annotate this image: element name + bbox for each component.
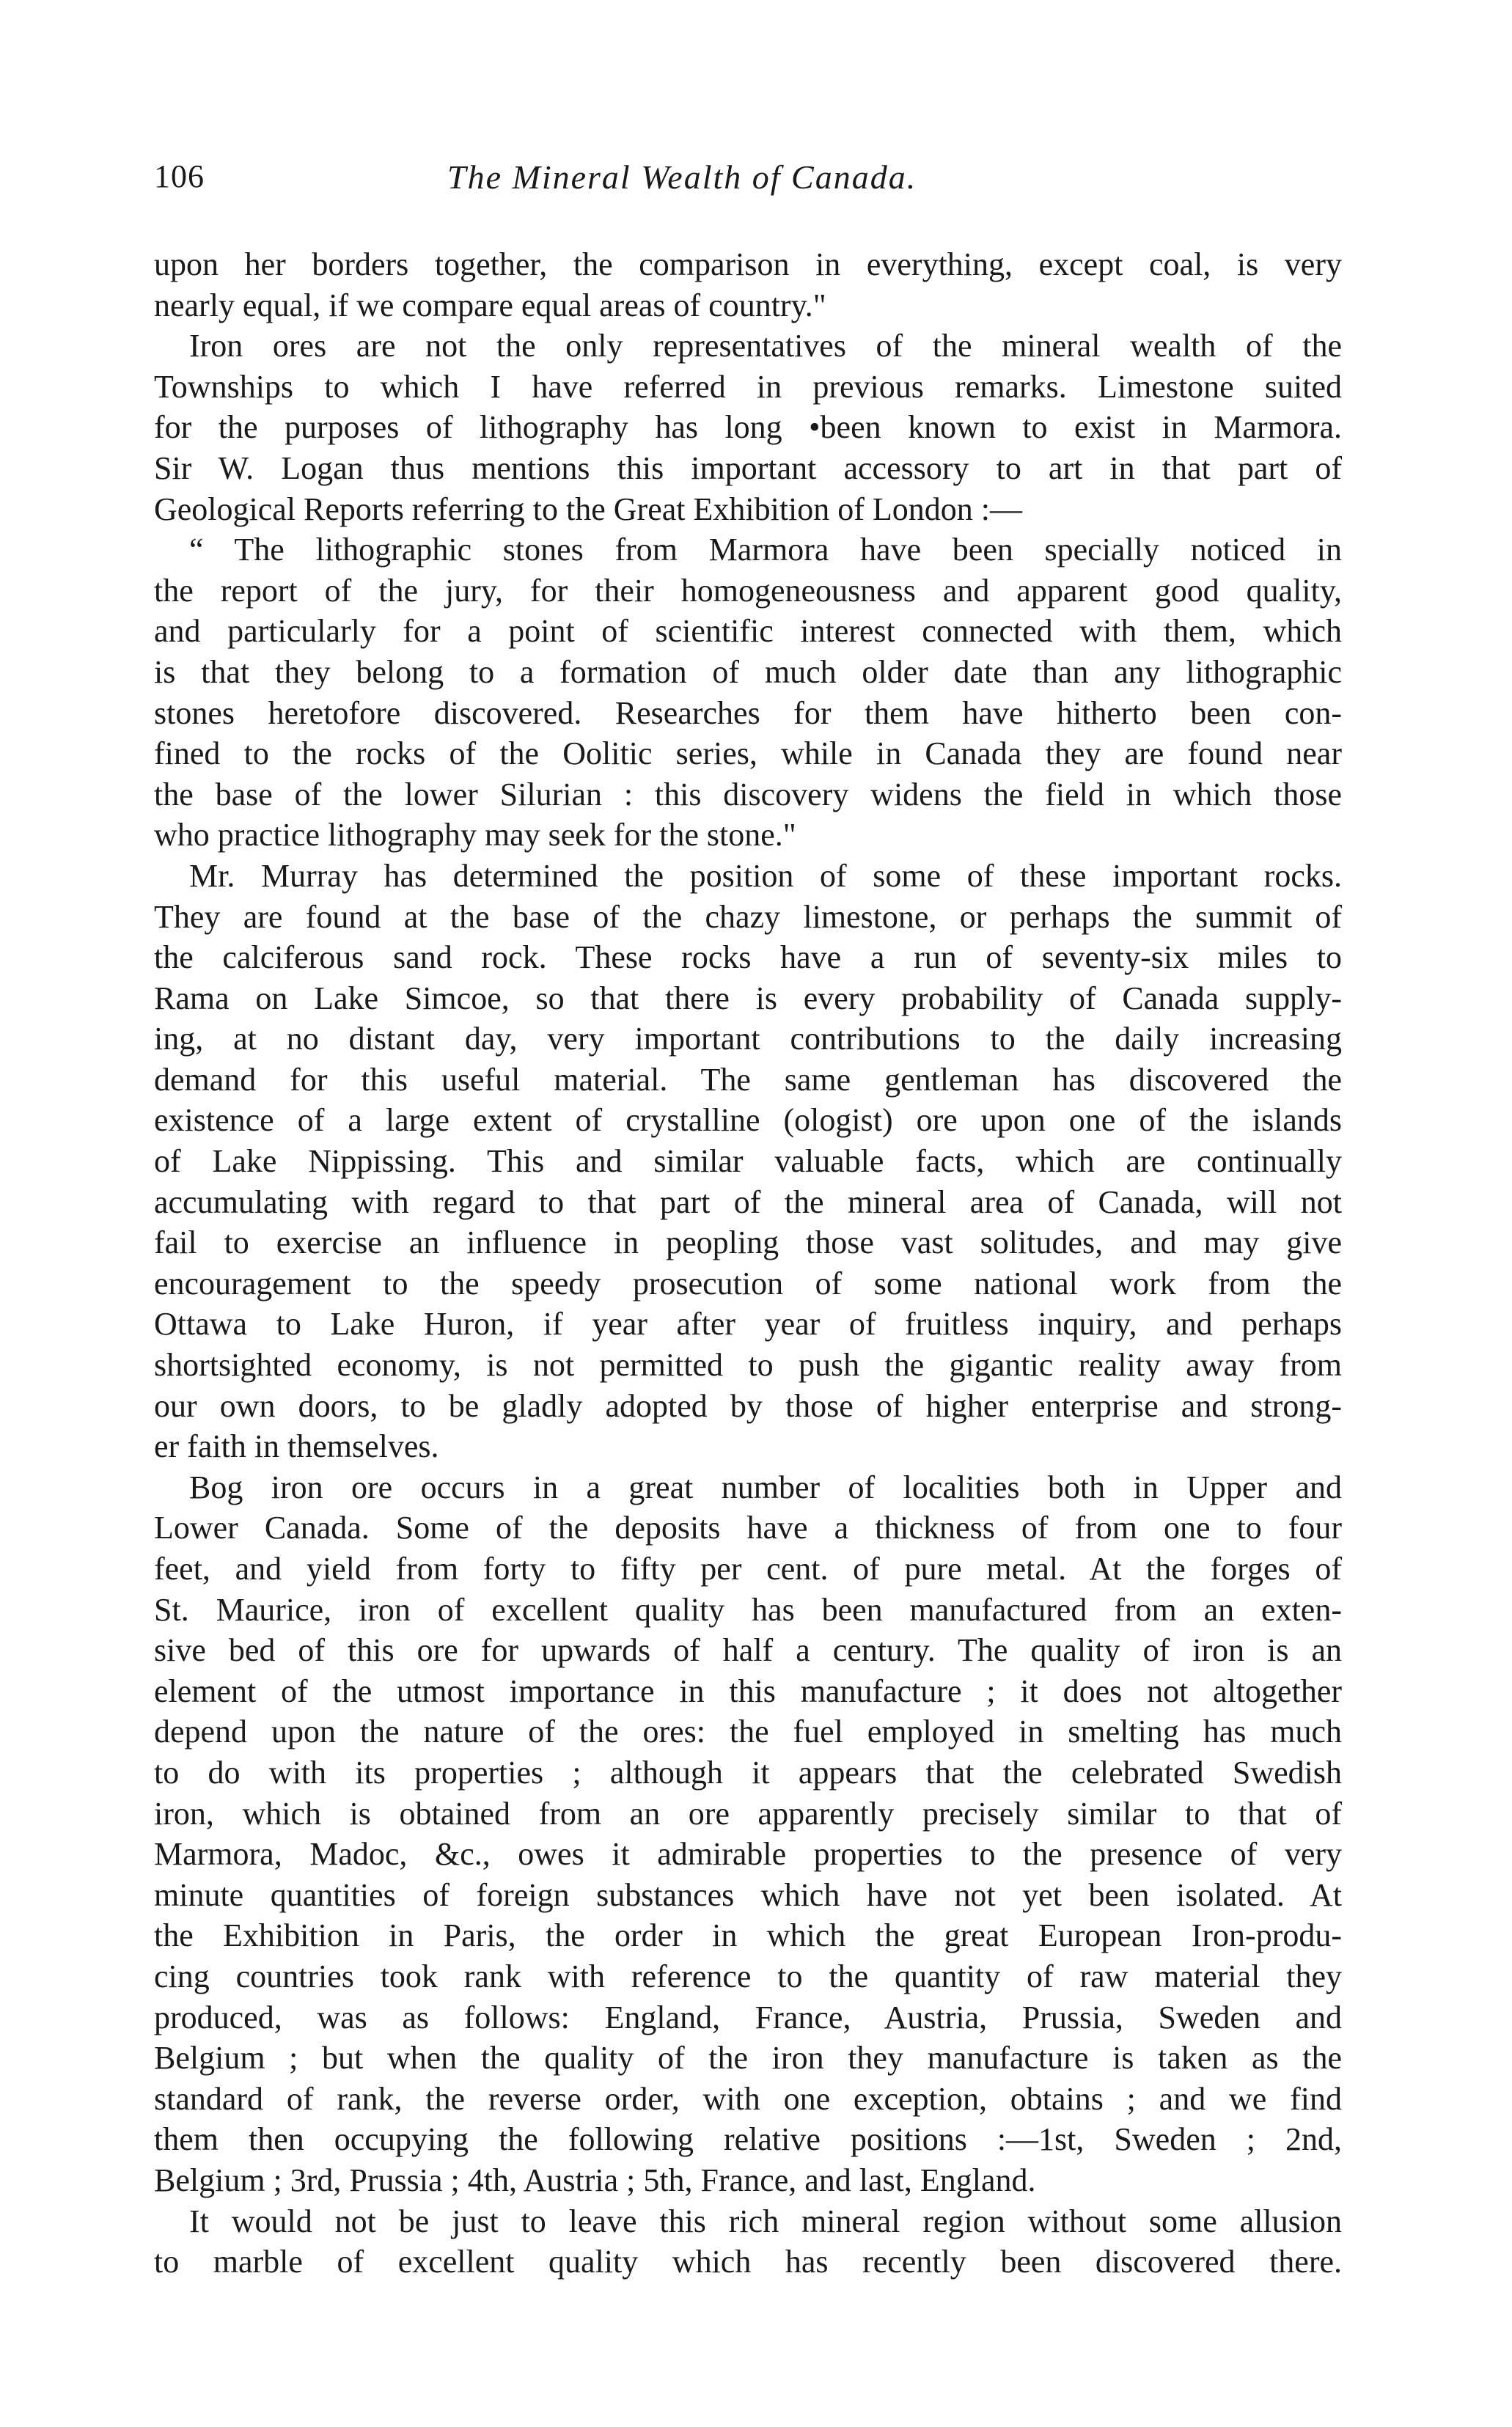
text-line: fined to the rocks of the Oolitic series, while in Canada they are found near bbox=[154, 735, 1342, 772]
text-line: Iron ores are not the only representatives of the mineral wealth of the bbox=[189, 328, 1342, 364]
text-line: Rama on Lake Simcoe, so that there is every probability of Canada supply- bbox=[154, 980, 1342, 1016]
text-line: feet, and yield from forty to fifty per cent. of pure metal. At the forges of bbox=[154, 1551, 1342, 1587]
block-quote bbox=[154, 529, 1342, 856]
paragraph bbox=[154, 244, 1342, 326]
text-line: ing, at no distant day, very important contributions to the daily increasing bbox=[154, 1021, 1342, 1057]
text-line: Marmora, Madoc, &c., owes it admirable properties to the presence of very bbox=[154, 1836, 1342, 1873]
text-line: for the purposes of lithography has long •been known to exist in Marmora. bbox=[154, 409, 1342, 446]
text-line: of Lake Nippissing. This and similar valuable facts, which are continually bbox=[154, 1143, 1342, 1180]
text-line: existence of a large extent of crystalline (ologist) ore upon one of the islands bbox=[154, 1102, 1342, 1139]
text-line: the calciferous sand rock. These rocks have a run of seventy-six miles to bbox=[154, 939, 1342, 976]
text-line: Mr. Murray has determined the position of some of these important rocks. bbox=[189, 857, 1342, 894]
paragraph bbox=[154, 2201, 1342, 2283]
text-line: depend upon the nature of the ores: the fuel employed in smelting has much bbox=[154, 1714, 1342, 1750]
text-line: them then occupying the following relative positions :—1st, Sweden ; 2nd, bbox=[154, 2121, 1342, 2158]
text-line: element of the utmost importance in this manufacture ; it does not altogether bbox=[154, 1673, 1342, 1709]
text-line: Townships to which I have referred in previous remarks. Limestone suited bbox=[154, 368, 1342, 405]
page-number: 106 bbox=[154, 158, 205, 194]
text-line: demand for this useful material. The same gentleman has discovered the bbox=[154, 1061, 1342, 1098]
text-line: cing countries took rank with reference to the quantity of raw material they bbox=[154, 1958, 1342, 1994]
paragraph bbox=[154, 1467, 1342, 2201]
text-line: the report of the jury, for their homogeneousness and apparent good quality, bbox=[154, 572, 1342, 609]
text-line: Lower Canada. Some of the deposits have a thickness of from one to four bbox=[154, 1510, 1342, 1546]
text-line: our own doors, to be gladly adopted by those of higher enterprise and strong- bbox=[154, 1387, 1342, 1424]
text-line: shortsighted economy, is not permitted to push the gigantic reality away from bbox=[154, 1347, 1342, 1384]
text-line: to do with its properties ; although it appears that the celebrated Swedish bbox=[154, 1754, 1342, 1791]
text-line: Bog iron ore occurs in a great number of localities both in Upper and bbox=[189, 1469, 1342, 1505]
text-line: to marble of excellent quality which has recently been discovered there. bbox=[154, 2244, 1342, 2280]
text-line: Belgium ; but when the quality of the iron they manufacture is taken as the bbox=[154, 2040, 1342, 2077]
text-line: stones heretofore discovered. Researches for them have hitherto been con- bbox=[154, 694, 1342, 731]
paragraph bbox=[154, 856, 1342, 1467]
text-line: minute quantities of foreign substances which have not yet been isolated. At bbox=[154, 1876, 1342, 1913]
text-line: Sir W. Logan thus mentions this important accessory to art in that part of bbox=[154, 449, 1342, 486]
text-line: It would not be just to leave this rich mineral region without some allusion bbox=[189, 2203, 1342, 2239]
running-title: The Mineral Wealth of Canada. bbox=[447, 158, 917, 196]
text-line: nearly equal, if we compare equal areas of country." bbox=[154, 287, 826, 323]
text-line: fail to exercise an influence in peopling those vast solitudes, and may give bbox=[154, 1224, 1342, 1261]
paragraph bbox=[154, 326, 1342, 529]
text-line: They are found at the base of the chazy limestone, or perhaps the summit of bbox=[154, 898, 1342, 935]
text-line: Ottawa to Lake Huron, if year after year of fruitless inquiry, and perhaps bbox=[154, 1306, 1342, 1343]
text-line: the base of the lower Silurian : this discovery widens the field in which those bbox=[154, 776, 1342, 812]
text-line: who practice lithography may seek for the stone." bbox=[154, 817, 796, 853]
text-line: iron, which is obtained from an ore apparently precisely similar to that of bbox=[154, 1795, 1342, 1832]
text-line: accumulating with regard to that part of the mineral area of Canada, will not bbox=[154, 1183, 1342, 1220]
text-line: the Exhibition in Paris, the order in which the great European Iron-produ- bbox=[154, 1917, 1342, 1954]
text-line: produced, was as follows: England, France, Austria, Prussia, Sweden and bbox=[154, 1999, 1342, 2035]
text-line: sive bed of this ore for upwards of half a century. The quality of iron is an bbox=[154, 1632, 1342, 1669]
text-line: encouragement to the speedy prosecution of some national work from the bbox=[154, 1265, 1342, 1301]
text-line: Geological Reports referring to the Great Exhibition of London :— bbox=[154, 491, 1023, 527]
text-line: and particularly for a point of scientific interest connected with them, which bbox=[154, 613, 1342, 650]
text-line: St. Maurice, iron of excellent quality has been manufactured from an exten- bbox=[154, 1591, 1342, 1628]
book-page bbox=[154, 158, 1342, 2283]
text-line: upon her borders together, the comparison in everything, except coal, is very bbox=[154, 246, 1342, 282]
text-line: Belgium ; 3rd, Prussia ; 4th, Austria ; 5th, France, and last, England. bbox=[154, 2162, 1036, 2198]
text-line: is that they belong to a formation of much older date than any lithographic bbox=[154, 653, 1342, 690]
text-line: “ The lithographic stones from Marmora have been specially noticed in bbox=[189, 532, 1342, 568]
text-line: er faith in themselves. bbox=[154, 1428, 439, 1465]
running-head bbox=[154, 158, 1342, 209]
body-text bbox=[154, 244, 1342, 2283]
text-line: standard of rank, the reverse order, with one exception, obtains ; and we find bbox=[154, 2080, 1342, 2117]
